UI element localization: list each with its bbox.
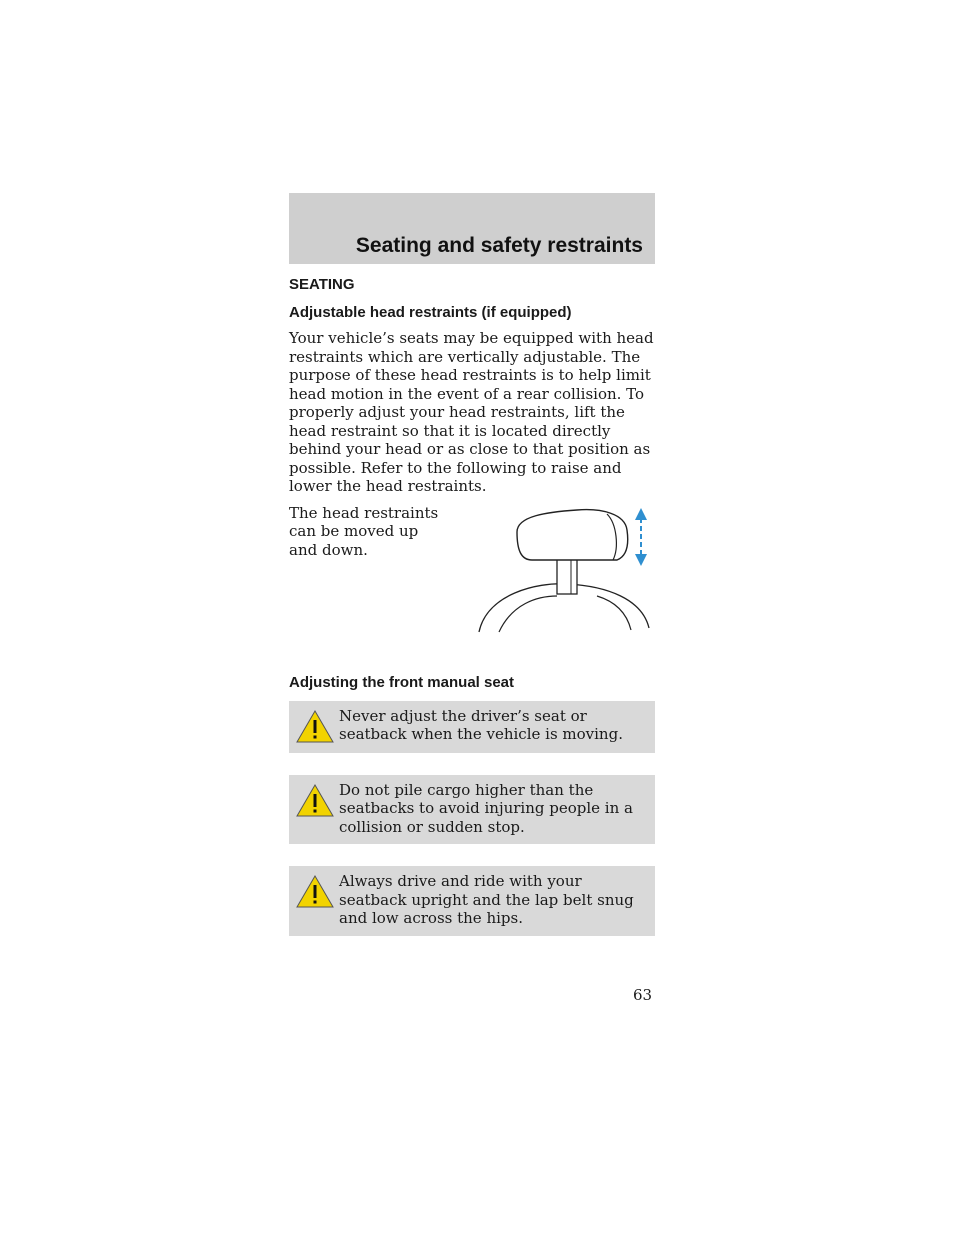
head-restraints-title: Adjustable head restraints (if equipped) — [289, 304, 572, 321]
page-number: 63 — [633, 986, 653, 1004]
head-restraint-figure — [289, 504, 661, 664]
page-content — [289, 276, 661, 958]
seatback-inner-curve-right — [597, 596, 631, 630]
warning-box — [289, 701, 655, 753]
warning-triangle-icon — [295, 709, 335, 745]
page-title: Seating and safety restraints — [355, 234, 643, 257]
manual-seat-title: Adjusting the front manual seat — [289, 673, 515, 691]
warning-text: Do not pile cargo higher than the seatbacks to avoid injuring people in a collision or sudden stop. — [339, 780, 633, 836]
warning-box — [289, 866, 655, 936]
figure-caption: The head restraints can be moved up and down. — [289, 503, 439, 559]
warning-triangle-icon — [295, 783, 335, 819]
header-band — [289, 193, 655, 264]
head-restraint-illustration — [477, 504, 655, 634]
up-down-arrow-icon — [635, 508, 647, 566]
section-title: SEATING — [289, 276, 355, 293]
seatback-inner-curve — [499, 596, 557, 632]
restraint-cushion — [517, 509, 628, 559]
warning-text: Always drive and ride with your seatback upright and the lap belt snug and low across the hips. — [339, 872, 634, 927]
warning-text: Never adjust the driver’s seat or seatback when the vehicle is moving. — [339, 706, 623, 743]
warning-triangle-icon — [295, 874, 335, 910]
head-restraints-body: Your vehicle’s seats may be equipped with head restraints which are vertically adjustable. The purpose of these head restraints is to help limit head motion in the event of a rear collision. To properly adjust your head restraints, lift the head restraint so that it is located directly behind your head or as close to that position as possible. Refer to the following to raise and lower the head restraints. — [289, 329, 654, 495]
warning-box — [289, 775, 655, 845]
